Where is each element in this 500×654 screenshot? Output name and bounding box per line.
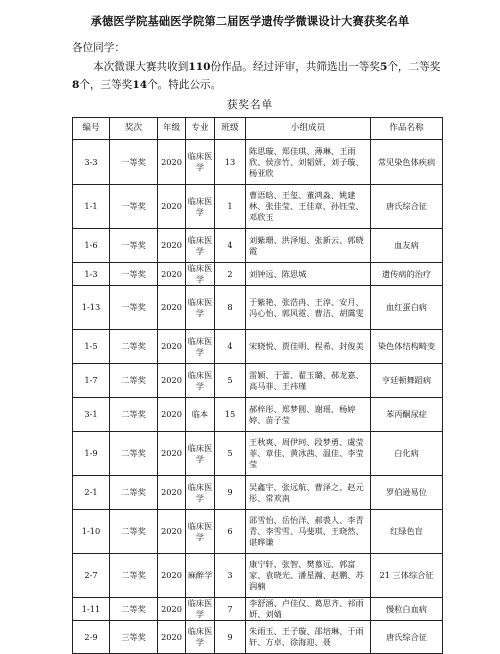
greeting: 各位同学： xyxy=(72,42,125,54)
cell-work: 染色体结构畸变 xyxy=(371,330,443,364)
cell-major: 临床医学 xyxy=(186,263,215,286)
cell-class: 2 xyxy=(215,263,246,286)
cell-work: 遗传病的治疗 xyxy=(371,263,443,286)
cell-id: 2-7 xyxy=(73,554,110,598)
cell-work: 白化病 xyxy=(371,432,443,476)
cell-members: 吴鑫宇、张远航、曹泽之、赵元彤、常欢南 xyxy=(246,476,371,510)
cell-major: 临床医学 xyxy=(186,476,215,510)
cell-major: 临床医学 xyxy=(186,510,215,554)
cell-class: 5 xyxy=(215,364,246,398)
cell-major: 临床医学 xyxy=(186,140,215,185)
cell-grade: 2020 xyxy=(158,476,186,510)
cell-grade: 2020 xyxy=(158,621,186,654)
third-prize-count: 14 xyxy=(132,79,148,91)
cell-award: 二等奖 xyxy=(110,510,158,554)
cell-work: 21 三体综合征 xyxy=(371,554,443,598)
cell-award: 二等奖 xyxy=(110,330,158,364)
list-title: 获奖名单 xyxy=(226,99,274,111)
table-row xyxy=(73,286,443,330)
cell-grade: 2020 xyxy=(158,229,186,263)
table-row xyxy=(73,398,443,432)
cell-grade: 2020 xyxy=(158,432,186,476)
table-row xyxy=(73,263,443,286)
cell-work: 血红蛋白病 xyxy=(371,286,443,330)
cell-class: 4 xyxy=(215,229,246,263)
table-row xyxy=(73,476,443,510)
cell-work: 血友病 xyxy=(371,229,443,263)
cell-work: 唐氏综合征 xyxy=(371,185,443,229)
cell-id: 1-10 xyxy=(73,510,110,554)
cell-members: 陈思璇、郑佳琪、薄琳、王雨欣、侯彦竹、刘韬妍、刘子璇、杨亚欣 xyxy=(246,140,371,185)
cell-id: 1-6 xyxy=(73,229,110,263)
cell-id: 1-11 xyxy=(73,598,110,621)
cell-work: 苯丙酮尿症 xyxy=(371,398,443,432)
cell-id: 1-9 xyxy=(73,432,110,476)
cell-id: 3-3 xyxy=(73,140,110,185)
cell-grade: 2020 xyxy=(158,554,186,598)
cell-class: 13 xyxy=(215,140,246,185)
para-text-2: 份作品。经过评审，共筛选出一等奖 xyxy=(210,61,380,73)
header-id: 编号 xyxy=(73,118,110,140)
cell-work: 亨廷顿舞蹈病 xyxy=(371,364,443,398)
cell-class: 5 xyxy=(215,432,246,476)
cell-id: 2-1 xyxy=(73,476,110,510)
header-grade: 年级 xyxy=(158,118,186,140)
first-prize-count: 5 xyxy=(379,61,388,73)
cell-major: 临床医学 xyxy=(186,598,215,621)
cell-id: 2-9 xyxy=(73,621,110,654)
cell-id: 1-7 xyxy=(73,364,110,398)
table-row xyxy=(73,598,443,621)
table-header-row xyxy=(73,118,443,140)
cell-class: 7 xyxy=(215,598,246,621)
cell-work: 唐氏综合征 xyxy=(371,621,443,654)
cell-id: 1-13 xyxy=(73,286,110,330)
cell-award: 一等奖 xyxy=(110,229,158,263)
cell-award: 二等奖 xyxy=(110,598,158,621)
para-text-4: 个，三等奖 xyxy=(79,79,133,91)
cell-members: 于紫艳、张浩冉、王淳、安月、冯心怡、郭风霓、曹洁、胡霭雯 xyxy=(246,286,371,330)
cell-work: 常见染色体疾病 xyxy=(371,140,443,185)
para-text-1: 本次微课大赛共收到 xyxy=(93,61,189,73)
cell-members: 郝梓彤、郑梦圆、谢瑶、杨婷婷、苗子莹 xyxy=(246,398,371,432)
cell-members: 康宁轩、张智、樊慕远、郭富家、袁晓光、潘星瀚、赵鹏、苏润楠 xyxy=(246,554,371,598)
table-row xyxy=(73,330,443,364)
cell-award: 一等奖 xyxy=(110,140,158,185)
cell-id: 3-1 xyxy=(73,398,110,432)
cell-class: 3 xyxy=(215,554,246,598)
cell-award: 二等奖 xyxy=(110,476,158,510)
cell-award: 一等奖 xyxy=(110,286,158,330)
announcement-paragraph xyxy=(72,58,442,94)
table-row xyxy=(73,185,443,229)
header-award: 奖次 xyxy=(110,118,158,140)
table-row xyxy=(73,554,443,598)
cell-id: 1-3 xyxy=(73,263,110,286)
cell-grade: 2020 xyxy=(158,140,186,185)
cell-members: 雷颖、于蕾、翟玉璐、郝龙嘉、高马菲、王祎瑾 xyxy=(246,364,371,398)
cell-class: 9 xyxy=(215,621,246,654)
table-row xyxy=(73,621,443,654)
document-title: 承德医学院基础医学院第二届医学遗传学微课设计大赛获奖名单 xyxy=(90,14,410,28)
cell-major: 临床医学 xyxy=(186,364,215,398)
cell-class: 8 xyxy=(215,286,246,330)
cell-major: 临床医学 xyxy=(186,229,215,263)
award-table xyxy=(72,117,443,654)
submission-count: 110 xyxy=(188,61,211,73)
cell-class: 1 xyxy=(215,185,246,229)
cell-major: 临床医学 xyxy=(186,621,215,654)
header-members: 小组成员 xyxy=(246,118,371,140)
cell-award: 二等奖 xyxy=(110,364,158,398)
cell-award: 一等奖 xyxy=(110,263,158,286)
table-row xyxy=(73,140,443,185)
cell-members: 刘紫珊、洪泽旭、张新云、郭晓霞 xyxy=(246,229,371,263)
para-text-5: 个。特此公示。 xyxy=(147,79,222,91)
cell-grade: 2020 xyxy=(158,286,186,330)
cell-award: 二等奖 xyxy=(110,432,158,476)
cell-major: 临本 xyxy=(186,398,215,432)
header-major: 专业 xyxy=(186,118,215,140)
cell-members: 邵雪怡、岳怡洋、郝裘人、李青青、李雪雪、马斐琪、王晓然、谌晔谦 xyxy=(246,510,371,554)
cell-work: 罗伯逊易位 xyxy=(371,476,443,510)
cell-members: 王秋爽、周伊珂、段梦勇、虞莹菲、章佳、黄冰茜、温佳、李莹莹 xyxy=(246,432,371,476)
cell-award: 二等奖 xyxy=(110,398,158,432)
cell-class: 9 xyxy=(215,476,246,510)
header-class: 班级 xyxy=(215,118,246,140)
cell-work: 慢粒白血病 xyxy=(371,598,443,621)
cell-class: 15 xyxy=(215,398,246,432)
cell-grade: 2020 xyxy=(158,330,186,364)
cell-grade: 2020 xyxy=(158,263,186,286)
cell-grade: 2020 xyxy=(158,185,186,229)
table-row xyxy=(73,510,443,554)
cell-members: 刘钟远、陈思城 xyxy=(246,263,371,286)
table-row xyxy=(73,432,443,476)
cell-members: 朱雨玉、王子璇、邵培琳、于雨轩、方卓、徐海迎、聂 xyxy=(246,621,371,654)
cell-major: 临床医学 xyxy=(186,286,215,330)
cell-work: 红绿色盲 xyxy=(371,510,443,554)
cell-major: 临床医学 xyxy=(186,330,215,364)
cell-grade: 2020 xyxy=(158,398,186,432)
cell-major: 麻醉学 xyxy=(186,554,215,598)
cell-class: 6 xyxy=(215,510,246,554)
table-body xyxy=(73,140,443,654)
second-prize-count: 8 xyxy=(72,79,80,91)
cell-award: 二等奖 xyxy=(110,554,158,598)
table-row xyxy=(73,229,443,263)
cell-major: 临床医学 xyxy=(186,432,215,476)
cell-members: 曹语晗、王玺、董鸿淼、姚建林、张佳莹、王佳章、孙钰莹、邓欣玉 xyxy=(246,185,371,229)
cell-members: 李舒涵、卢佳仪、葛思齐、祁雨妍、刘婧 xyxy=(246,598,371,621)
cell-class: 4 xyxy=(215,330,246,364)
cell-members: 宋晓悦、贾佳明、程希、封俊美 xyxy=(246,330,371,364)
cell-grade: 2020 xyxy=(158,510,186,554)
cell-major: 临床医学 xyxy=(186,185,215,229)
cell-award: 一等奖 xyxy=(110,185,158,229)
cell-grade: 2020 xyxy=(158,364,186,398)
cell-id: 1-5 xyxy=(73,330,110,364)
cell-award: 三等奖 xyxy=(110,621,158,654)
para-text-3: 个，二等奖 xyxy=(387,61,441,73)
cell-id: 1-1 xyxy=(73,185,110,229)
cell-grade: 2020 xyxy=(158,598,186,621)
header-work: 作品名称 xyxy=(371,118,443,140)
table-row xyxy=(73,364,443,398)
